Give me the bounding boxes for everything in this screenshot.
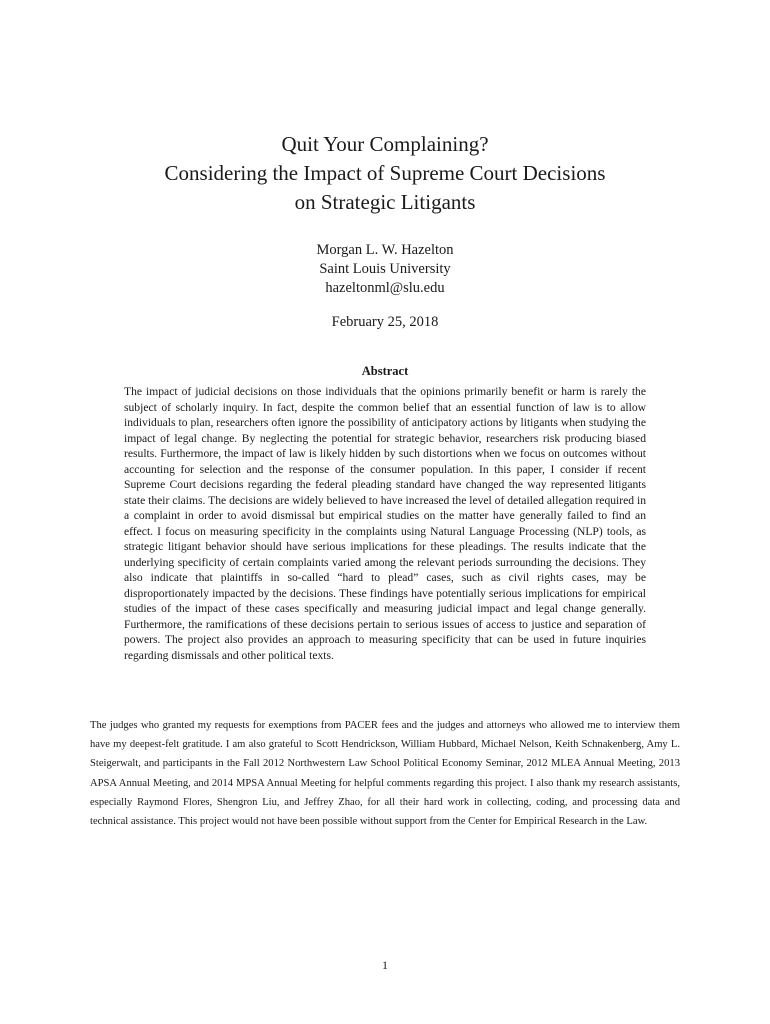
acknowledgments-footnote: The judges who granted my requests for exemptions from PACER fees and the judges and attorneys who allowed me to interview them have my deepest-felt gratitude. I am also grateful to Scott Hendrickson, William Hubbard, Michael Nelson, Keith Schnakenberg, Amy L. Steigerwalt, and participants in the Fall 2012 Northwestern Law School Political Economy Seminar, 2012 MLEA Annual Meeting, 2013 APSA Annual Meeting, and 2014 MPSA Annual Meeting for helpful comments regarding this project. I also thank my research assistants, especially Raymond Flores, Shengron Liu, and Jeffrey Zhao, for all their hard work in collecting, coding, and processing data and technical assistance. This project would not have been possible without support from the Center for Empirical Research in the Law. — [90, 720, 680, 828]
author-affiliation: Saint Louis University — [319, 261, 451, 277]
title-line-3: on Strategic Litigants — [294, 190, 476, 214]
author-email: hazeltonml@slu.edu — [325, 280, 445, 296]
page-number: 1 — [382, 958, 388, 972]
title-line-1: Quit Your Complaining? — [281, 132, 489, 156]
paper-date: February 25, 2018 — [331, 314, 439, 330]
abstract-heading: Abstract — [361, 364, 409, 378]
paper-title — [0, 130, 770, 217]
author-name: Morgan L. W. Hazelton — [316, 242, 454, 258]
title-line-2: Considering the Impact of Supreme Court Decisions — [164, 161, 606, 185]
author-block — [0, 241, 770, 298]
abstract-text: The impact of judicial decisions on those individuals that the opinions primarily benefit or harm is rarely the subject of scholarly inquiry. In fact, despite the common belief that an essential function of law is to allow individuals to plan, researchers often ignore the possibility of anticipatory actions by litigants when studying the impact of legal change. By neglecting the potential for strategic behavior, researchers risk producing biased results. Furthermore, the impact of law is likely hidden by such distortions when we focus on outcomes without accounting for selection and the response of the consumer population. In this paper, I consider if recent Supreme Court decisions regarding the federal pleading standard have changed the way represented litigants state their claims. The decisions are widely believed to have increased the level of detailed allegation required in a complaint in order to avoid dismissal but empirical studies on the matter have generally failed to find an effect. I focus on measuring specificity in the complaints using Natural Language Processing (NLP) tools, as strategic litigant behavior should have serious implications for these pleadings. The results indicate that the underlying specificity of certain complaints varied among the relevant periods surrounding the decisions. They also indicate that plaintiffs in so-called “hard to plead” cases, such as civil rights cases, may be disproportionately impacted by the decisions. These findings have potentially serious implications for empirical studies of the impact of these cases specifically and measuring judicial impact and legal change generally. Furthermore, the ramifications of these decisions pertain to serious issues of access to justice and separation of powers. The project also provides an approach to measuring specificity that can be used in future inquiries regarding dismissals and other political texts. — [124, 385, 646, 662]
